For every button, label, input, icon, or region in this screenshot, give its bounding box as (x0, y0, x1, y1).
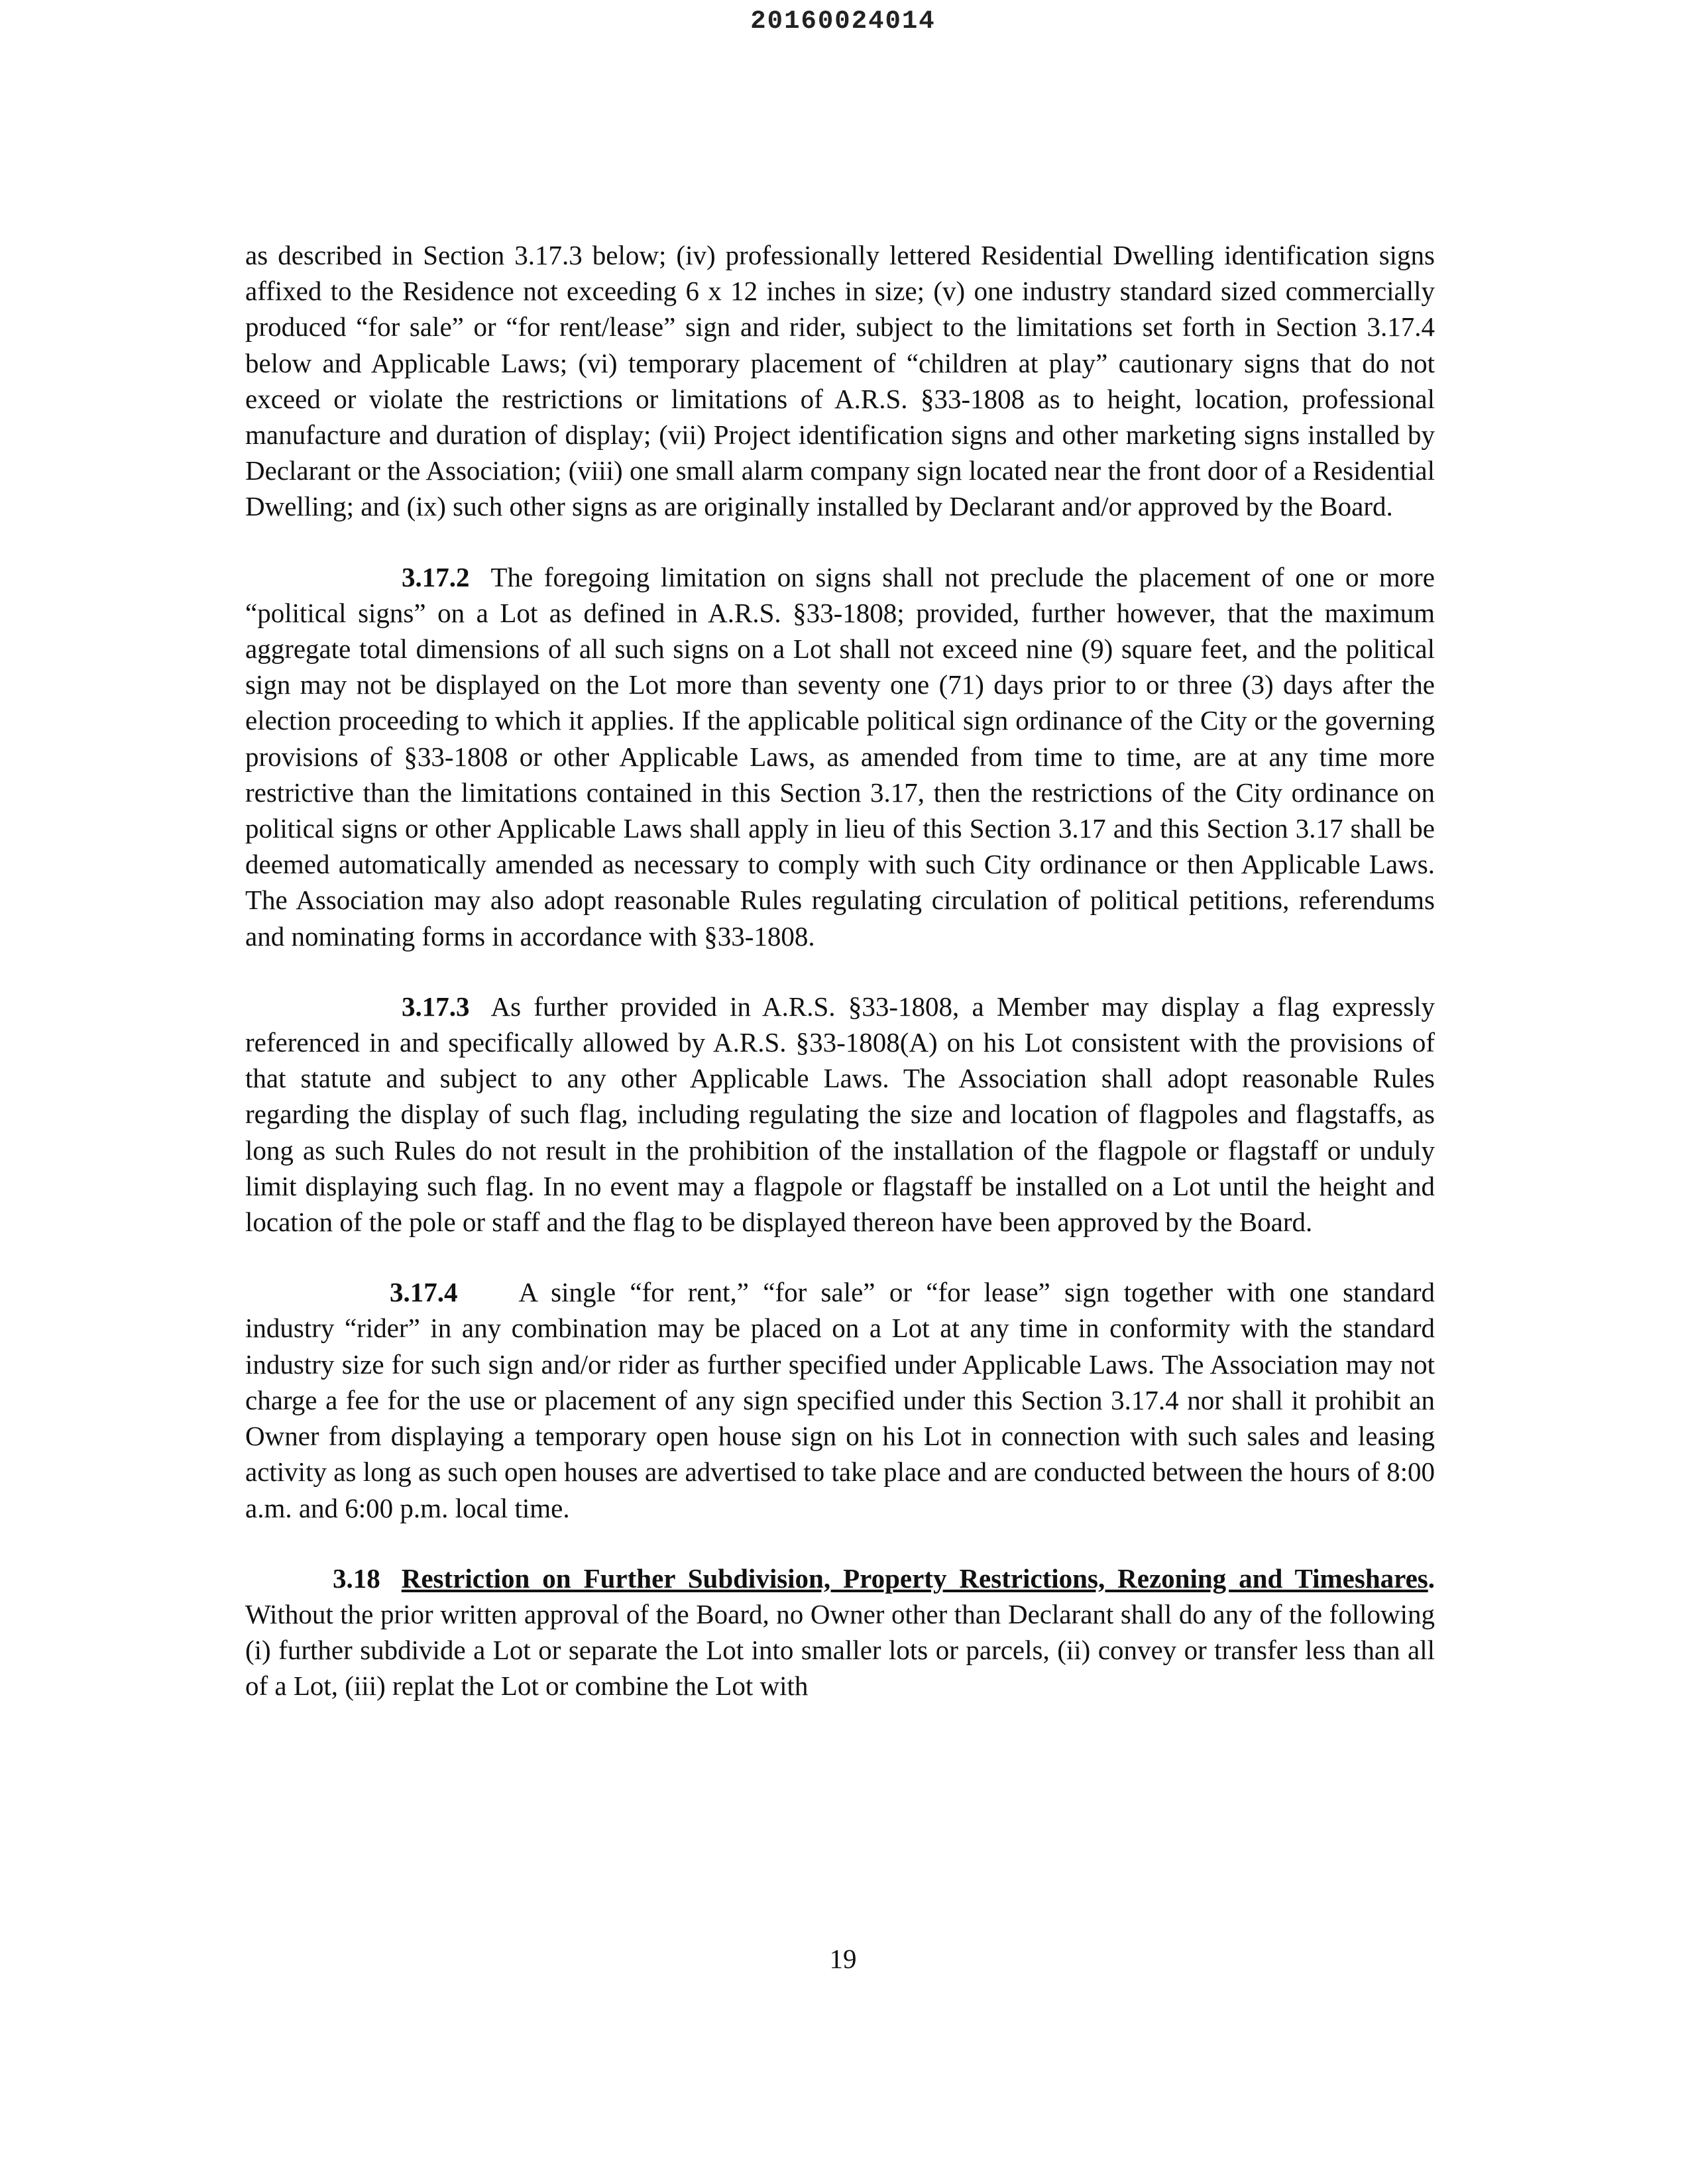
section-3-18 (245, 1560, 1435, 1704)
section-text: A single “for rent,” “for sale” or “for lease” sign together with one standard industry “rider” in any combination may be placed on a Lot at any time in conformity with the standard industry size for such sign and/or rider as further specified under Applicable Laws. The Association may not charge a fee for the use or placement of any sign specified under this Section 3.17.4 nor shall it prohibit an Owner from displaying a temporary open house sign on his Lot in connection with such sales and leasing activity as long as such open houses are advertised to take place and are conducted between the hours of 8:00 a.m. and 6:00 p.m. local time. (245, 1277, 1435, 1523)
section-number: 3.17.4 (390, 1277, 458, 1308)
section-number: 3.18 (333, 1562, 380, 1594)
section-3-17-3 (245, 989, 1435, 1240)
section-heading: Restriction on Further Subdivision, Property Restrictions, Rezoning and Timeshares (401, 1562, 1428, 1594)
section-number: 3.17.3 (402, 991, 470, 1022)
section-text: As further provided in A.R.S. §33-1808, a Member may display a flag expressly referenced in and specifically allowed by A.R.S. §33-1808(A) on his Lot consistent with the provisions of that statute and subject to any other Applicable Laws. The Association shall adopt reasonable Rules regarding the display of such flag, including regulating the size and location of flagpoles and flagstaffs, as long as such Rules do not result in the prohibition of the installation of the flagpole or flagstaff or unduly limit displaying such flag. In no event may a flagpole or flagstaff be installed on a Lot until the height and location of the pole or staff and the flag to be displayed thereon have been approved by the Board. (245, 991, 1435, 1238)
section-3-17-2 (245, 559, 1435, 954)
section-text: Without the prior written approval of the Board, no Owner other than Declarant shall do any of the following (i) further subdivide a Lot or separate the Lot into smaller lots or parcels, (ii) convey or transfer less than all of a Lot, (iii) replat the Lot or combine the Lot with (245, 1598, 1435, 1702)
paragraph-sign-exceptions: as described in Section 3.17.3 below; (iv) professionally lettered Residential Dwelling identification signs affixed to the Residence not exceeding 6 x 12 inches in size; (v) one industry standard sized commercially produced “for sale” or “for rent/lease” sign and rider, subject to the limitations set forth in Section 3.17.4 below and Applicable Laws; (vi) temporary placement of “children at play” cautionary signs that do not exceed or violate the restrictions or limitations of A.R.S. §33-1808 as to height, location, professional manufacture and duration of display; (vii) Project identification signs and other marketing signs installed by Declarant or the Association; (viii) one small alarm company sign located near the front door of a Residential Dwelling; and (ix) such other signs as are originally installed by Declarant and/or approved by the Board. (245, 240, 1435, 522)
section-number: 3.17.2 (402, 561, 470, 592)
page-body (245, 237, 1435, 1704)
section-heading-period: . (1428, 1562, 1435, 1594)
document-number: 20160024014 (750, 7, 936, 36)
section-3-17-4 (245, 1274, 1435, 1525)
section-text: The foregoing limitation on signs shall not preclude the placement of one or more “political signs” on a Lot as defined in A.R.S. §33-1808; provided, further however, that the maximum aggregate total dimensions of all such signs on a Lot shall not exceed nine (9) square feet, and the political sign may not be displayed on the Lot more than seventy one (71) days prior to or three (3) days after the election proceeding to which it applies. If the applicable political sign ordinance of the City or the governing provisions of §33-1808 or other Applicable Laws, as amended from time to time, are at any time more restrictive than the limitations contained in this Section 3.17, then the restrictions of the City ordinance on political signs or other Applicable Laws shall apply in lieu of this Section 3.17 and this Section 3.17 shall be deemed automatically amended as necessary to comply with such City ordinance or then Applicable Laws. The Association may also adopt reasonable Rules regulating circulation of political petitions, referendums and nominating forms in accordance with §33-1808. (245, 561, 1435, 952)
page-number: 19 (829, 1943, 857, 1974)
